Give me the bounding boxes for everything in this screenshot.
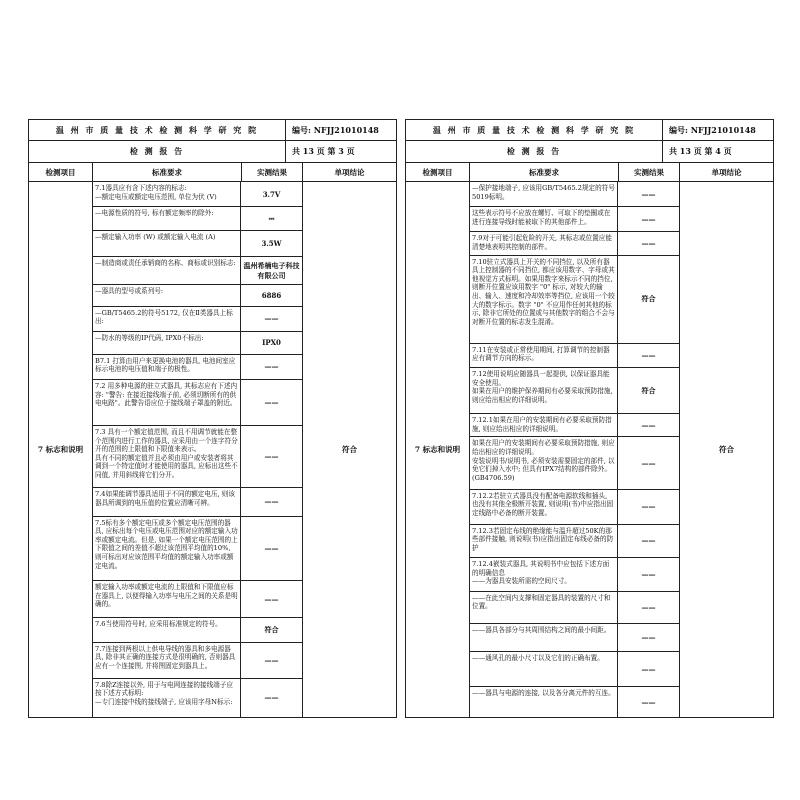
table-row [93,488,302,516]
table-row [470,437,679,490]
table-row [470,525,679,559]
requirement-text: 额定输入功率或额定电流的上限值和下限值应标在器具上, 以便得输入功率与电压之间的关系是明确的。 [93,581,241,617]
requirement-text: 7.2 用多种电源的驻立式器具, 其标志应有下述内容: "警告: 在接近接线端子前, 必须切断所有的供电电路"。此警告语应位于接线端子罩盖的附近。 [93,380,241,425]
requirement-text: 7.9对于可能引起危险的开关, 其标志或位置应能清楚地表明其控制的部件。 [470,232,618,254]
measured-result: 符合 [641,385,656,395]
measured-result: 符合 [264,624,279,634]
measured-result: —— [641,536,656,546]
table-row [93,231,302,257]
requirement-text: —器具的型号或系列号: [93,285,241,306]
table-row [93,380,302,426]
requirement-text: 如果在用户的安装期间有必要采取预防措施, 则应给出相应的详细说明。 安装说明书/说明书, 必须安装需要固定的部件, 以免它们掉入水中; 但具有IPX7结构的部件除外。(GB4706.59) [470,437,618,489]
header-row-title [406,141,773,163]
column-header-requirement: 标准要求 [93,163,242,181]
requirement-text: 7.1器具应有含下述内容的标志: —额定电压或额定电压范围, 单位为伏 (V) [93,182,241,206]
institute-name: 温 州 市 质 量 技 术 检 测 科 学 研 究 院 [406,120,663,140]
requirement-rows [93,182,303,717]
requirement-text: 7.12.2若驻立式器具没有配备电源软线和插头, 也没有其他全极断开装置, 则说明(书)中应指出固定线路中必备的断开装置。 [470,490,618,524]
table-row [470,414,679,437]
table-row [93,307,302,332]
measured-result: —— [641,664,656,674]
requirement-text: —额定输入功率 (W) 或额定输入电流 (A) [93,231,241,256]
measured-result: —— [264,497,279,507]
report-page-4 [405,119,774,718]
measured-result: ⎓ [268,213,275,223]
requirement-text: 7.12.1如果在用户的安装期间有必要采取预防措施, 则应给出相应的详细说明。 [470,414,618,436]
measured-result: —— [641,420,656,430]
measured-result: 3.7V [262,189,281,199]
requirement-text: 这些表示符号不应放在螺钉、可取下的垫圈或在进行连接导线时能被取下的其他部件上。 [470,207,618,231]
table-row [470,592,679,625]
report-number: 编号: NFJJ21010148 [292,124,379,135]
requirement-text: ——器具与电源的连接, 以及各分离元件的互连。 [470,687,618,716]
measured-result: —— [264,362,279,372]
measured-result: —— [264,693,279,703]
column-header-conclusion: 单项结论 [711,167,742,177]
measured-result: 3.5W [261,239,282,249]
table-body [406,182,773,717]
requirement-rows [470,182,680,717]
requirement-text: 7.5标有多个额定电压或多个额定电压范围的器具, 应标出每个电压或电压范围对应的额定输入功率或额定电流。但是, 如果一个额定电压范围的上下限值之间的差值不超过该范围平均值的10%, 则可标出对应该范围平均值的额定输入功率或额定电流。 [93,517,241,581]
report-page-3 [28,119,397,718]
requirement-text: 7.12.4嵌装式器具, 其说明书中应包括下述方面的明确信息 ——为器具安装所需的空间尺寸。 [470,558,618,591]
table-row [470,368,679,414]
table-row [470,207,679,232]
measured-result: —— [264,397,279,407]
measured-result: —— [641,458,656,468]
report-number: 编号: NFJJ21010148 [669,124,756,135]
requirement-text: 7.7连接到两根以上供电导线的器具和多电源器具, 除非其正确的连接方式是很明确的, 否则器具应有一个连接图, 并将图固定到器具上。 [93,643,241,678]
table-row [470,344,679,368]
item-conclusion: 符合 [342,445,357,454]
measured-result: —— [264,594,279,604]
measured-result: —— [641,570,656,579]
measured-result: —— [641,697,656,707]
header-row-institute [29,120,396,141]
measured-result: —— [641,189,656,199]
report-title: 检 测 报 告 [406,141,663,162]
column-header-item: 检测项目 [406,163,470,181]
table-row [93,426,302,488]
requirement-text: 7.4如果能调节器具适用于不同的额定电压, 则该器具所调到的电压值的位置应清晰可辨。 [93,488,241,515]
requirement-text: ——器具各部分与其周围结构之间的最小间距。 [470,624,618,650]
measured-result: 符合 [641,294,656,304]
measured-result: —— [264,314,279,324]
column-header-requirement: 标准要求 [470,163,619,181]
requirement-text: —防水的等级的IP代码, IPX0不标出: [93,332,241,354]
table-row [470,624,679,651]
institute-name: 温 州 市 质 量 技 术 检 测 科 学 研 究 院 [29,120,286,140]
table-row [93,643,302,679]
measured-result: IPX0 [262,338,281,348]
requirement-text: ——在此空间内支撑和固定器具的装置的尺寸和位置。 [470,592,618,624]
requirement-text: 7.8除Z连接以外, 用于与电网连接的接线端子应按下述方式标明: —专门连接中线的接线端子, 应该用字母N标示: [93,679,241,717]
requirement-text: 7.6当使用符号时, 应采用标准规定的符号。 [93,618,241,641]
requirement-text: B7.1 打算由用户来更换电池的器具, 电池间室应标示电池的电压值和端子的极性。 [93,355,241,379]
table-row [93,355,302,380]
requirement-text: 7.3 具有一个额定值范围, 而且不用调节就能在整个范围内进行工作的器具, 应采用由一个连字符分开的范围的上限值和下限值来表示。 具有不同的额定值并且必须由用户或安装者将其调到一个特定值时才能使用的器具, 应标出这些不同值, 并用斜线将它们分开。 [93,426,241,487]
measured-result: —— [641,238,656,248]
requirement-text: ——通风孔的最小尺寸以及它们的正确布置。 [470,652,618,687]
requirement-text: 7.12.3若固定布线的绝缘能与温升超过50K的那些部件接触, 则说明(书)应指出固定布线必备的防护 [470,525,618,558]
measured-result: —— [264,655,279,665]
page-number: 共 13 页 第 4 页 [669,146,732,156]
header-row-title [29,141,396,163]
column-header-result: 实测结果 [242,163,303,181]
requirement-text: 7.10驻立式器具上开关的不同挡位, 以及所有器具上控制器的不同挡位, 都应该用数字、字母或其他视觉方式标明。如果用数字来标示不同的挡位, 则断开位置应该用数字 "0" 标示, 对较大的输出、输入、速度和冷却效率等挡位, 应该用一个较大的数字标示。数字 "0" 不应用作任何其他的标示, 除非它所处的位置或与其他数字的组合不会与对断开位置的标志发生混淆。 [470,256,618,343]
header-row-institute [406,120,773,141]
table-row [470,182,679,207]
table-row [93,618,302,642]
table-row [470,490,679,525]
table-row [93,581,302,618]
requirement-text: —GB/T5465.2的符号5172, 仅在Ⅱ类器具上标出: [93,307,241,331]
column-header-result: 实测结果 [619,163,680,181]
table-row [93,285,302,307]
table-row [93,182,302,207]
table-row [93,517,302,582]
table-body [29,182,396,717]
requirement-text: —保护接地端子, 应该用GB/T5465.2规定的符号5019标明。 [470,182,618,206]
requirement-text: —制造商或责任承销商的名称、商标或识别标志: [93,257,241,283]
report-title: 检 测 报 告 [29,141,286,162]
requirement-text: 7.12使用说明应随器具一起提供, 以保证器具能安全使用。 如果在用户的维护保养期间有必要采取预防措施, 则应给出相应的详细说明。 [470,368,618,413]
measured-result: —— [641,603,656,613]
table-row [470,687,679,716]
measured-result: —— [264,543,279,553]
table-column-headers [29,163,396,182]
table-row [93,207,302,231]
table-row [470,558,679,592]
table-row [470,652,679,688]
table-row [470,256,679,344]
column-header-conclusion: 单项结论 [334,167,365,177]
measured-result: —— [641,502,656,512]
measured-result: —— [641,633,656,643]
page-number: 共 13 页 第 3 页 [292,146,355,156]
test-item-category: 7 标志和说明 [406,182,470,717]
measured-result: —— [264,452,279,462]
measured-result: 6886 [261,290,282,300]
table-row [93,332,302,355]
column-header-item: 检测项目 [29,163,93,181]
measured-result: —— [641,214,656,224]
requirement-text: —电源性质的符号, 标有额定频率的除外: [93,207,241,230]
measured-result: —— [641,350,656,360]
item-conclusion: 符合 [719,445,734,454]
table-row [470,232,679,255]
measured-result: 温州希楠电子科技有限公司 [243,260,300,280]
table-column-headers [406,163,773,182]
table-row [93,679,302,717]
requirement-text: 7.11在安装或正常使用期间, 打算调节的控制器应有调节方向的标示。 [470,344,618,367]
table-row [93,257,302,284]
test-item-category: 7 标志和说明 [29,182,93,717]
